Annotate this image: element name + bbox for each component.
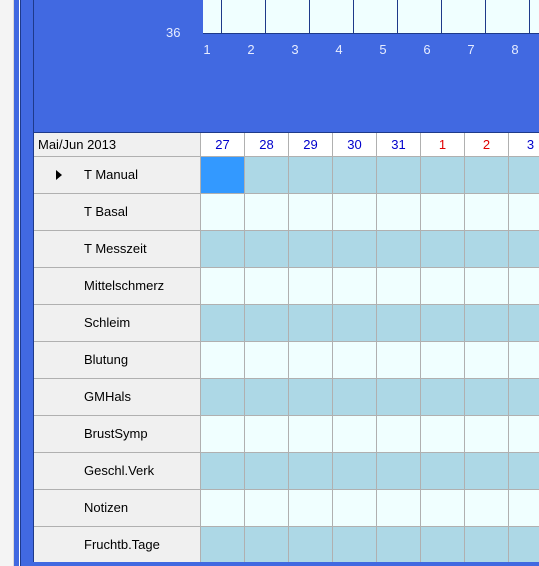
grid-cell[interactable]	[465, 416, 509, 453]
grid-cell[interactable]	[201, 379, 245, 416]
grid-cell[interactable]	[377, 416, 421, 453]
grid-cell[interactable]	[465, 305, 509, 342]
column-header-date[interactable]: 1	[421, 133, 465, 157]
row-header[interactable]	[34, 453, 201, 490]
grid-cell[interactable]	[245, 416, 289, 453]
grid-cell[interactable]	[465, 453, 509, 490]
grid-cell[interactable]	[421, 157, 465, 194]
grid-cell[interactable]	[289, 490, 333, 527]
grid-cell[interactable]	[245, 194, 289, 231]
grid-cell[interactable]	[421, 342, 465, 379]
chart-x-gridline	[309, 0, 310, 34]
bottom-border	[33, 562, 539, 566]
grid-cell[interactable]	[509, 342, 539, 379]
chart-x-gridline	[221, 0, 222, 34]
grid-cell[interactable]	[201, 490, 245, 527]
grid-cell[interactable]	[465, 379, 509, 416]
row-header-label: Geschl.Verk	[84, 463, 155, 478]
row-header-label: GMHals	[84, 389, 131, 404]
grid-cell[interactable]	[289, 416, 333, 453]
row-header[interactable]	[34, 231, 201, 268]
grid-cell[interactable]	[421, 527, 465, 563]
grid-cell[interactable]	[289, 342, 333, 379]
row-header-label: Blutung	[84, 352, 129, 367]
grid-cell[interactable]	[421, 379, 465, 416]
grid-cell[interactable]	[421, 268, 465, 305]
grid-cell[interactable]	[201, 268, 245, 305]
grid-cell[interactable]	[201, 157, 245, 194]
row-header-label: BrustSymp	[84, 426, 148, 441]
grid-cell[interactable]	[289, 379, 333, 416]
grid-cell[interactable]	[465, 268, 509, 305]
grid-cell[interactable]	[333, 379, 377, 416]
chart-x-gridline	[529, 0, 530, 34]
grid-cell[interactable]	[377, 527, 421, 563]
grid-cell[interactable]	[421, 490, 465, 527]
grid-cell[interactable]	[509, 379, 539, 416]
grid-cell[interactable]	[465, 527, 509, 563]
grid-cell[interactable]	[465, 342, 509, 379]
chart-x-tick-label: 4	[335, 42, 343, 57]
row-header[interactable]	[34, 268, 201, 305]
column-header-date[interactable]: 28	[245, 133, 289, 157]
grid-cell[interactable]	[289, 157, 333, 194]
side-panel-border	[21, 0, 33, 566]
chart-x-tick-label: 6	[423, 42, 431, 57]
row-header[interactable]	[34, 379, 201, 416]
grid-cell[interactable]	[333, 194, 377, 231]
grid-cell[interactable]	[377, 231, 421, 268]
row-header[interactable]	[34, 342, 201, 379]
chart-x-tick-label: 3	[291, 42, 299, 57]
chart-x-tick-label: 1	[203, 42, 211, 57]
grid-cell[interactable]	[289, 194, 333, 231]
grid-cell[interactable]	[245, 379, 289, 416]
grid-cell[interactable]	[465, 231, 509, 268]
calendar-panel	[33, 0, 539, 562]
grid-cell[interactable]	[245, 342, 289, 379]
grid-cell[interactable]	[509, 453, 539, 490]
row-header-label: T Basal	[84, 204, 128, 219]
row-header-label: Fruchtb.Tage	[84, 537, 160, 552]
grid-cell[interactable]	[201, 342, 245, 379]
grid-cell[interactable]	[289, 527, 333, 563]
row-header-label: T Manual	[84, 167, 138, 182]
grid-cell[interactable]	[333, 416, 377, 453]
grid-cell[interactable]	[333, 305, 377, 342]
grid-cell[interactable]	[201, 527, 245, 563]
grid-cell[interactable]	[465, 194, 509, 231]
row-header[interactable]	[34, 527, 201, 563]
grid-cell[interactable]	[333, 490, 377, 527]
grid-cell[interactable]	[377, 342, 421, 379]
column-header-date[interactable]: 29	[289, 133, 333, 157]
grid-cell[interactable]	[245, 453, 289, 490]
row-header[interactable]	[34, 305, 201, 342]
grid-cell[interactable]	[333, 231, 377, 268]
grid-cell[interactable]	[509, 157, 539, 194]
grid-cell[interactable]	[377, 490, 421, 527]
current-row-pointer-icon	[56, 170, 62, 180]
row-header-label: Schleim	[84, 315, 131, 330]
chart-x-tick-label: 8	[511, 42, 519, 57]
grid-cell[interactable]	[245, 231, 289, 268]
grid-cell[interactable]	[245, 305, 289, 342]
grid-cell[interactable]	[421, 305, 465, 342]
grid-cell[interactable]	[421, 416, 465, 453]
grid-cell[interactable]	[333, 157, 377, 194]
grid-cell[interactable]	[465, 157, 509, 194]
grid-cell[interactable]	[509, 416, 539, 453]
column-header-date[interactable]: 30	[333, 133, 377, 157]
grid-cell[interactable]	[377, 194, 421, 231]
grid-cell[interactable]	[509, 305, 539, 342]
row-header-label: Notizen	[84, 500, 129, 515]
grid-cell[interactable]	[289, 305, 333, 342]
grid-cell[interactable]	[245, 268, 289, 305]
chart-x-gridline	[397, 0, 398, 34]
grid-cell[interactable]	[201, 416, 245, 453]
grid-cell[interactable]	[421, 231, 465, 268]
grid-cell[interactable]	[377, 305, 421, 342]
grid-cell[interactable]	[245, 157, 289, 194]
chart-x-gridline	[485, 0, 486, 34]
column-header-date[interactable]: 31	[377, 133, 421, 157]
grid-cell[interactable]	[509, 527, 539, 563]
row-header[interactable]	[34, 194, 201, 231]
grid-cell[interactable]	[377, 157, 421, 194]
chart-x-gridline	[353, 0, 354, 34]
temperature-chart	[34, 0, 539, 132]
chart-x-tick-label: 7	[467, 42, 475, 57]
chart-y-tick-label: 36	[166, 25, 181, 40]
grid-cell[interactable]	[201, 194, 245, 231]
grid-cell[interactable]	[333, 342, 377, 379]
grid-cell[interactable]	[377, 268, 421, 305]
grid-cell[interactable]	[289, 268, 333, 305]
row-header-label: Mittelschmerz	[84, 278, 165, 293]
grid-cell[interactable]	[421, 194, 465, 231]
grid-cell[interactable]	[201, 453, 245, 490]
chart-x-gridline	[441, 0, 442, 34]
row-header[interactable]	[34, 416, 201, 453]
grid-cell[interactable]	[377, 379, 421, 416]
row-header[interactable]	[34, 490, 201, 527]
row-header-label: T Messzeit	[84, 241, 147, 256]
grid-cell[interactable]	[245, 527, 289, 563]
column-header-date[interactable]: 2	[465, 133, 509, 157]
grid-cell[interactable]	[421, 453, 465, 490]
grid-cell[interactable]	[245, 490, 289, 527]
chart-x-tick-label: 5	[379, 42, 387, 57]
chart-x-tick-label: 2	[247, 42, 255, 57]
chart-axis-line	[203, 33, 539, 34]
grid-cell[interactable]	[509, 268, 539, 305]
grid-corner-month-label: Mai/Jun 2013	[34, 133, 201, 157]
grid-cell[interactable]	[509, 490, 539, 527]
column-header-date[interactable]: 3	[509, 133, 539, 157]
chart-plot-area	[203, 0, 539, 34]
row-header[interactable]	[34, 157, 201, 194]
grid-cell[interactable]	[465, 490, 509, 527]
grid-cell[interactable]	[201, 231, 245, 268]
grid-cell[interactable]	[333, 527, 377, 563]
grid-cell[interactable]	[509, 194, 539, 231]
grid-cell[interactable]	[333, 268, 377, 305]
chart-x-gridline	[265, 0, 266, 34]
splitter-bar[interactable]	[14, 0, 19, 566]
grid-cell[interactable]	[377, 453, 421, 490]
column-header-date[interactable]: 27	[201, 133, 245, 157]
grid-cell[interactable]	[333, 453, 377, 490]
left-margin	[0, 0, 14, 566]
grid-cell[interactable]	[509, 231, 539, 268]
data-grid[interactable]	[34, 132, 539, 563]
grid-cell[interactable]	[289, 231, 333, 268]
grid-cell[interactable]	[289, 453, 333, 490]
grid-cell[interactable]	[201, 305, 245, 342]
